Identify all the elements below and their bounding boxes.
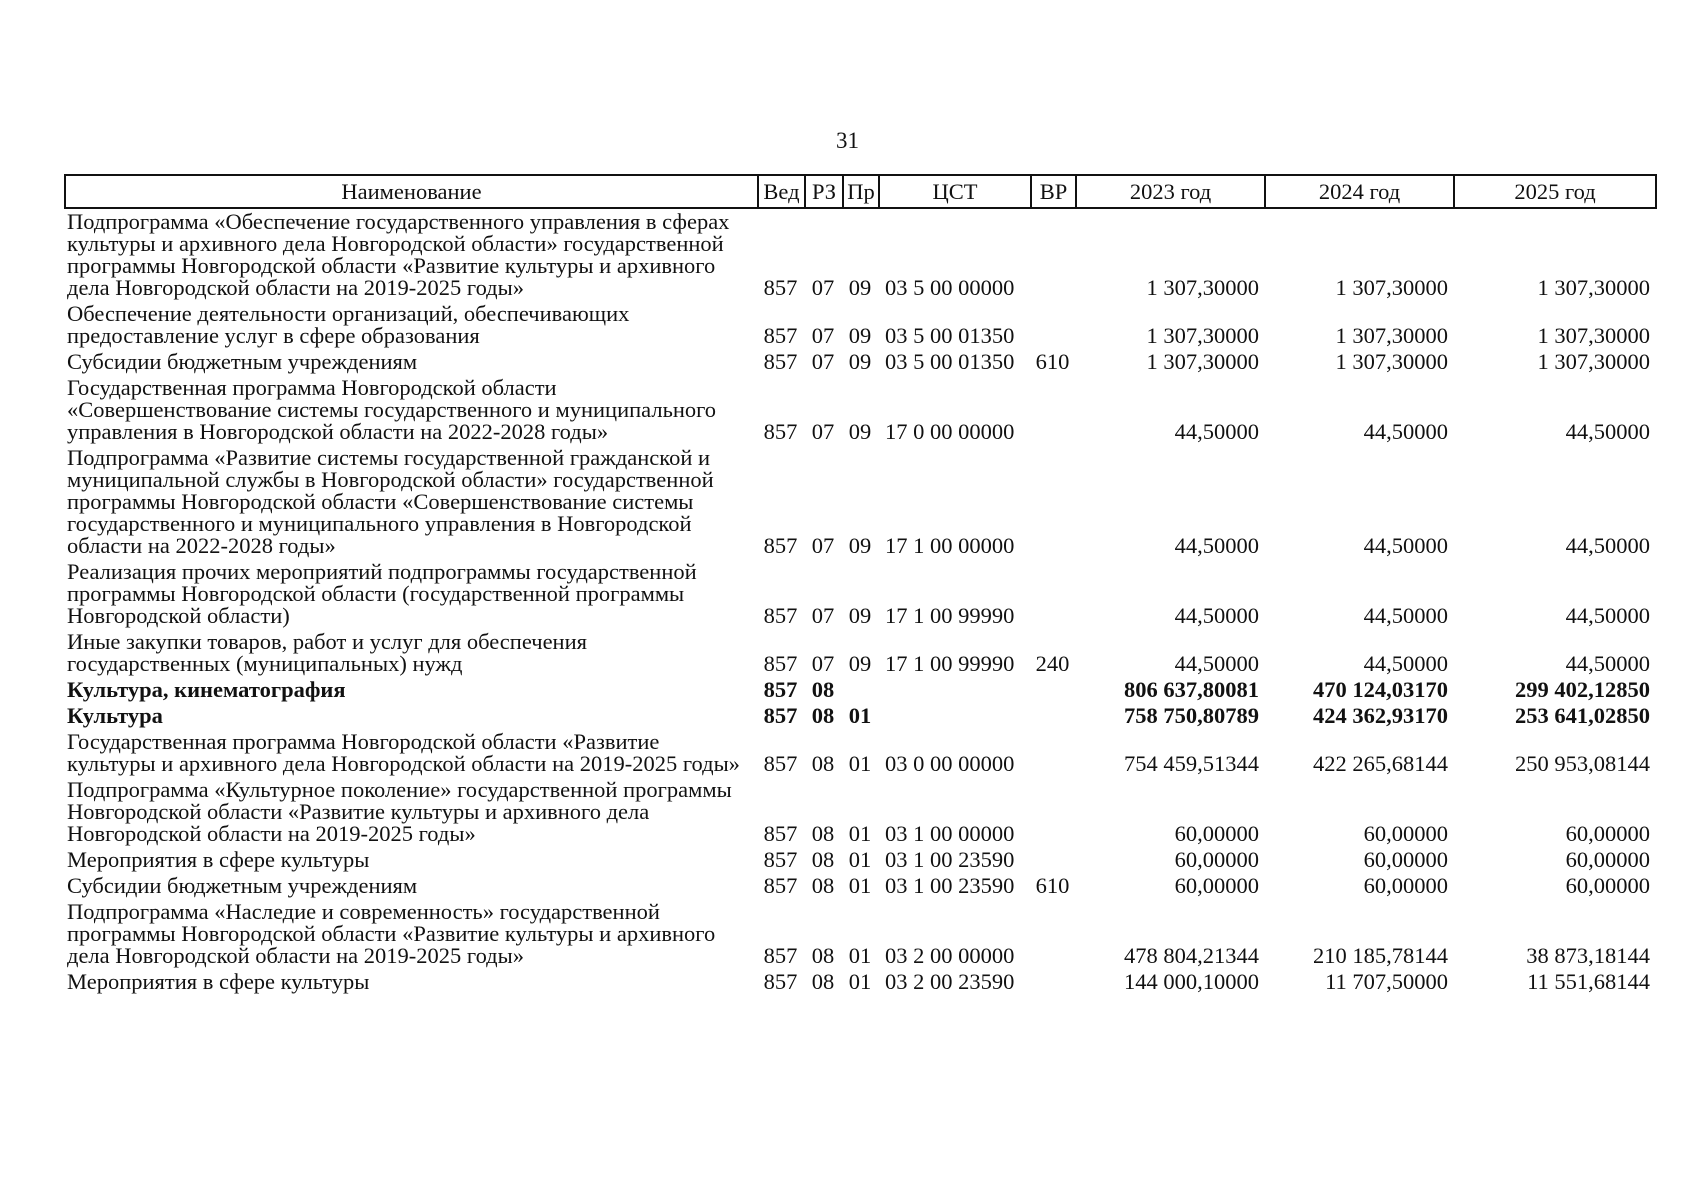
- table-row: [65, 349, 1656, 375]
- row-vr: [1031, 777, 1076, 847]
- row-name: Подпрограмма «Обеспечение государственного управления в сферах культуры и архивного дела Новгородской области» государственной программы Новгородской области «Развитие культуры и архивного дела Новгородской области на 2019-2025 годы»: [67, 209, 730, 300]
- row-2024: 11 707,50000: [1325, 969, 1448, 994]
- row-name: Мероприятия в сфере культуры: [67, 969, 370, 994]
- row-cst: 03 0 00 00000: [885, 751, 1015, 776]
- row-pr: 01: [848, 751, 872, 776]
- row-rz: 07: [811, 275, 835, 300]
- row-pr: 01: [848, 847, 872, 872]
- row-name: Мероприятия в сфере культуры: [67, 847, 370, 872]
- table-row: [65, 729, 1656, 777]
- table-row: [65, 301, 1656, 349]
- row-rz: 08: [811, 847, 835, 872]
- row-rz: 08: [811, 873, 835, 898]
- table-row: [65, 375, 1656, 445]
- table-row: [65, 847, 1656, 873]
- row-name: Культура: [67, 703, 163, 728]
- row-rz: 07: [811, 651, 835, 676]
- table-row: [65, 445, 1656, 559]
- header-2024: 2024 год: [1265, 175, 1454, 208]
- row-2023: 754 459,51344: [1124, 751, 1259, 776]
- row-name: Субсидии бюджетным учреждениям: [67, 873, 418, 898]
- row-rz: 08: [811, 943, 835, 968]
- row-2024: 470 124,03170: [1313, 677, 1448, 702]
- row-name: Подпрограмма «Культурное поколение» государственной программы Новгородской области «Развитие культуры и архивного дела Новгородской области на 2019-2025 годы»: [67, 777, 732, 846]
- row-cst: 03 1 00 00000: [885, 821, 1015, 846]
- row-ved: 857: [763, 847, 798, 872]
- table-row: [65, 899, 1656, 969]
- row-cst: 03 2 00 00000: [885, 943, 1015, 968]
- row-2024: 424 362,93170: [1313, 703, 1448, 728]
- row-name: Подпрограмма «Наследие и современность» государственной программы Новгородской области «Развитие культуры и архивного дела Новгородской области на 2019-2025 годы»: [67, 899, 716, 968]
- row-pr: 09: [848, 349, 872, 374]
- row-pr: 09: [848, 323, 872, 348]
- row-ved: 857: [763, 821, 798, 846]
- row-2025: 299 402,12850: [1515, 677, 1650, 702]
- row-name: Культура, кинематография: [67, 677, 346, 702]
- row-pr: 01: [848, 873, 872, 898]
- row-2023: 1 307,30000: [1146, 349, 1259, 374]
- row-name: Государственная программа Новгородской области «Совершенствование системы государственного и муниципального управления в Новгородской области на 2022-2028 годы»: [67, 375, 717, 444]
- row-cst: 03 2 00 23590: [885, 969, 1015, 994]
- row-vr: [1031, 559, 1076, 629]
- row-2023: 44,50000: [1174, 533, 1259, 558]
- row-ved: 857: [763, 703, 798, 728]
- row-2024: 60,00000: [1363, 847, 1448, 872]
- row-2025: 253 641,02850: [1515, 703, 1650, 728]
- row-2024: 44,50000: [1363, 603, 1448, 628]
- table-row: [65, 873, 1656, 899]
- row-2023: 144 000,10000: [1124, 969, 1259, 994]
- row-vr: 610: [1035, 349, 1070, 374]
- table-row: [65, 777, 1656, 847]
- row-2023: 44,50000: [1174, 603, 1259, 628]
- row-ved: 857: [763, 323, 798, 348]
- page-number: 31: [836, 128, 859, 153]
- row-2025: 38 873,18144: [1526, 943, 1650, 968]
- table-row: [65, 559, 1656, 629]
- header-2023: 2023 год: [1076, 175, 1265, 208]
- row-cst: 17 1 00 00000: [885, 533, 1015, 558]
- table-row: [65, 969, 1656, 995]
- row-vr: [1031, 375, 1076, 445]
- row-cst: 03 5 00 00000: [885, 275, 1015, 300]
- row-2023: 758 750,80789: [1124, 703, 1259, 728]
- row-rz: 08: [811, 821, 835, 846]
- row-2024: 210 185,78144: [1313, 943, 1448, 968]
- row-ved: 857: [763, 751, 798, 776]
- row-ved: 857: [763, 533, 798, 558]
- table-row: [65, 629, 1656, 677]
- row-pr: 09: [848, 419, 872, 444]
- budget-table: [64, 174, 1657, 995]
- row-2023: 1 307,30000: [1146, 323, 1259, 348]
- row-ved: 857: [763, 275, 798, 300]
- row-pr: 09: [848, 603, 872, 628]
- row-2024: 44,50000: [1363, 651, 1448, 676]
- table-body: [65, 208, 1656, 995]
- header-rz: РЗ: [805, 175, 843, 208]
- row-2024: 60,00000: [1363, 821, 1448, 846]
- row-cst: 03 1 00 23590: [885, 847, 1015, 872]
- row-ved: 857: [763, 651, 798, 676]
- row-cst: 17 1 00 99990: [885, 603, 1015, 628]
- row-vr: [1031, 703, 1076, 729]
- row-2024: 1 307,30000: [1335, 349, 1448, 374]
- row-name: Обеспечение деятельности организаций, обеспечивающих предоставление услуг в сфере образования: [67, 301, 630, 348]
- row-2024: 422 265,68144: [1313, 751, 1448, 776]
- row-2025: 44,50000: [1565, 651, 1650, 676]
- row-cst: [879, 703, 1031, 729]
- row-2025: 60,00000: [1565, 873, 1650, 898]
- row-2025: 250 953,08144: [1515, 751, 1650, 776]
- row-2024: 44,50000: [1363, 533, 1448, 558]
- row-ved: 857: [763, 677, 798, 702]
- header-ved: Вед: [758, 175, 805, 208]
- row-rz: 08: [811, 677, 835, 702]
- row-vr: [1031, 899, 1076, 969]
- row-2025: 60,00000: [1565, 821, 1650, 846]
- row-ved: 857: [763, 419, 798, 444]
- row-2023: 478 804,21344: [1124, 943, 1259, 968]
- row-2023: 60,00000: [1174, 821, 1259, 846]
- row-pr: 01: [848, 703, 872, 728]
- row-2023: 1 307,30000: [1146, 275, 1259, 300]
- row-name: Подпрограмма «Развитие системы государственной гражданской и муниципальной службы в Новгородской области» государственной программы Новгородской области «Совершенствование системы государственного и муниципального управления в Новгородской области на 2022-2028 годы»: [67, 445, 714, 558]
- row-rz: 08: [811, 751, 835, 776]
- row-2024: 44,50000: [1363, 419, 1448, 444]
- row-2024: 1 307,30000: [1335, 323, 1448, 348]
- row-2025: 60,00000: [1565, 847, 1650, 872]
- row-name: Иные закупки товаров, работ и услуг для обеспечения государственных (муниципальных) нужд: [67, 629, 587, 676]
- row-pr: 01: [848, 943, 872, 968]
- row-cst: 03 1 00 23590: [885, 873, 1015, 898]
- table-row: [65, 208, 1656, 301]
- row-pr: 01: [848, 821, 872, 846]
- header-name: Наименование: [65, 175, 758, 208]
- row-ved: 857: [763, 349, 798, 374]
- row-2023: 806 637,80081: [1124, 677, 1259, 702]
- row-2025: 1 307,30000: [1537, 349, 1650, 374]
- row-2023: 60,00000: [1174, 847, 1259, 872]
- row-vr: [1031, 445, 1076, 559]
- row-cst: 17 1 00 99990: [885, 651, 1015, 676]
- row-2025: 11 551,68144: [1527, 969, 1650, 994]
- row-rz: 07: [811, 533, 835, 558]
- row-pr: [843, 677, 879, 703]
- row-2025: 44,50000: [1565, 419, 1650, 444]
- row-2023: 60,00000: [1174, 873, 1259, 898]
- row-pr: 09: [848, 275, 872, 300]
- table-header: [65, 175, 1656, 208]
- row-rz: 08: [811, 969, 835, 994]
- row-pr: 09: [848, 533, 872, 558]
- row-vr: [1031, 208, 1076, 301]
- row-2023: 44,50000: [1174, 419, 1259, 444]
- row-name: Государственная программа Новгородской области «Развитие культуры и архивного дела Новгородской области на 2019-2025 годы»: [67, 729, 740, 776]
- row-cst: [879, 677, 1031, 703]
- row-vr: [1031, 847, 1076, 873]
- row-rz: 07: [811, 419, 835, 444]
- row-rz: 08: [811, 703, 835, 728]
- row-ved: 857: [763, 969, 798, 994]
- row-2025: 1 307,30000: [1537, 323, 1650, 348]
- row-cst: 17 0 00 00000: [885, 419, 1015, 444]
- row-ved: 857: [763, 943, 798, 968]
- row-name: Субсидии бюджетным учреждениям: [67, 349, 418, 374]
- row-pr: 09: [848, 651, 872, 676]
- row-vr: [1031, 301, 1076, 349]
- row-2025: 44,50000: [1565, 533, 1650, 558]
- header-cst: ЦСТ: [879, 175, 1031, 208]
- row-cst: 03 5 00 01350: [885, 323, 1015, 348]
- header-vr: ВР: [1031, 175, 1076, 208]
- header-2025: 2025 год: [1454, 175, 1656, 208]
- row-vr: 610: [1035, 873, 1070, 898]
- row-2024: 1 307,30000: [1335, 275, 1448, 300]
- row-ved: 857: [763, 603, 798, 628]
- row-ved: 857: [763, 873, 798, 898]
- row-rz: 07: [811, 603, 835, 628]
- row-2025: 1 307,30000: [1537, 275, 1650, 300]
- row-pr: 01: [848, 969, 872, 994]
- row-vr: [1031, 969, 1076, 995]
- row-rz: 07: [811, 349, 835, 374]
- row-name: Реализация прочих мероприятий подпрограммы государственной программы Новгородской области (государственной программы Новгородской области): [67, 559, 697, 628]
- table-row: [65, 677, 1656, 703]
- row-2025: 44,50000: [1565, 603, 1650, 628]
- row-rz: 07: [811, 323, 835, 348]
- row-vr: 240: [1035, 651, 1070, 676]
- row-vr: [1031, 677, 1076, 703]
- row-2023: 44,50000: [1174, 651, 1259, 676]
- row-cst: 03 5 00 01350: [885, 349, 1015, 374]
- header-pr: Пр: [843, 175, 879, 208]
- table-row: [65, 703, 1656, 729]
- row-2024: 60,00000: [1363, 873, 1448, 898]
- row-vr: [1031, 729, 1076, 777]
